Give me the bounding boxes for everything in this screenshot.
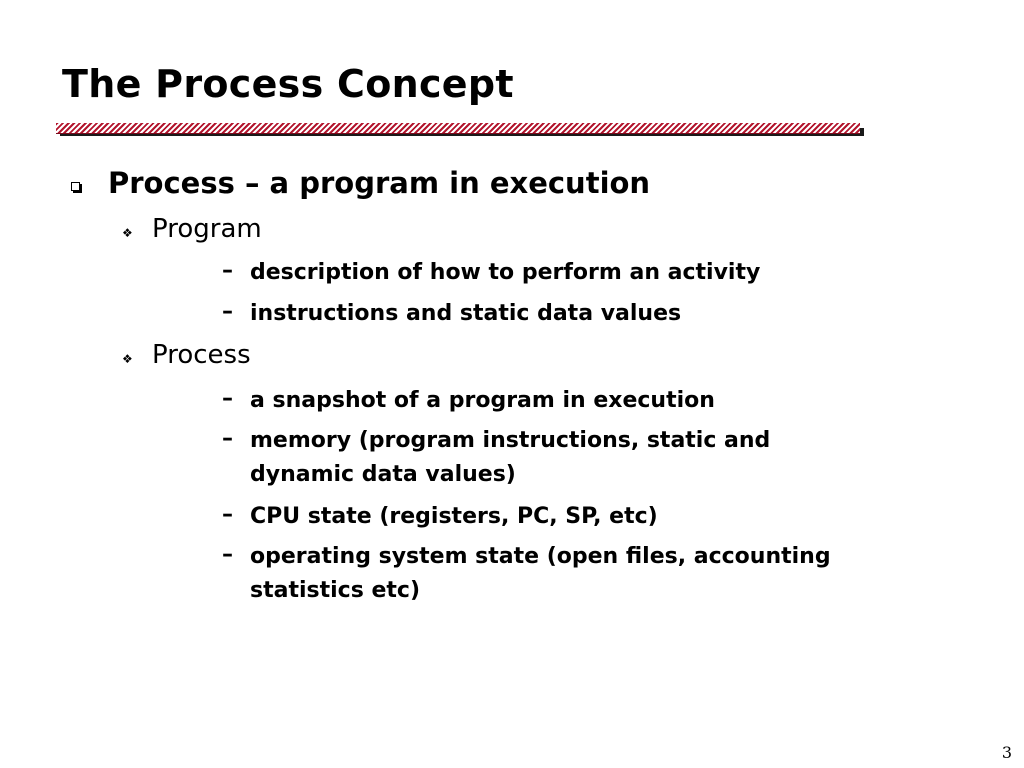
program-item: instructions and static data values bbox=[250, 301, 682, 326]
dash-icon: – bbox=[222, 502, 233, 527]
process-item: operating system state (open files, accounting statistics etc) bbox=[250, 544, 831, 603]
slide-title: The Process Concept bbox=[62, 62, 514, 106]
bullet-process: Process bbox=[152, 340, 251, 370]
program-item: description of how to perform an activity bbox=[250, 260, 761, 285]
process-item: memory (program instructions, static and dynamic data values) bbox=[250, 428, 771, 487]
process-item: a snapshot of a program in execution bbox=[250, 388, 715, 413]
dash-icon: – bbox=[222, 542, 233, 567]
dash-icon: – bbox=[222, 426, 233, 451]
bullet-program: Program bbox=[152, 214, 262, 244]
bullet-process-definition: Process – a program in execution bbox=[108, 166, 651, 200]
square-bullet-icon bbox=[71, 182, 80, 191]
dash-icon: – bbox=[222, 258, 233, 283]
dash-icon: – bbox=[222, 299, 233, 324]
diamond-bullet-icon: ❖ bbox=[122, 226, 133, 240]
page-number: 3 bbox=[1001, 743, 1012, 762]
diamond-bullet-icon: ❖ bbox=[122, 352, 133, 366]
process-item: CPU state (registers, PC, SP, etc) bbox=[250, 504, 658, 529]
dash-icon: – bbox=[222, 386, 233, 411]
title-underline bbox=[56, 123, 860, 134]
